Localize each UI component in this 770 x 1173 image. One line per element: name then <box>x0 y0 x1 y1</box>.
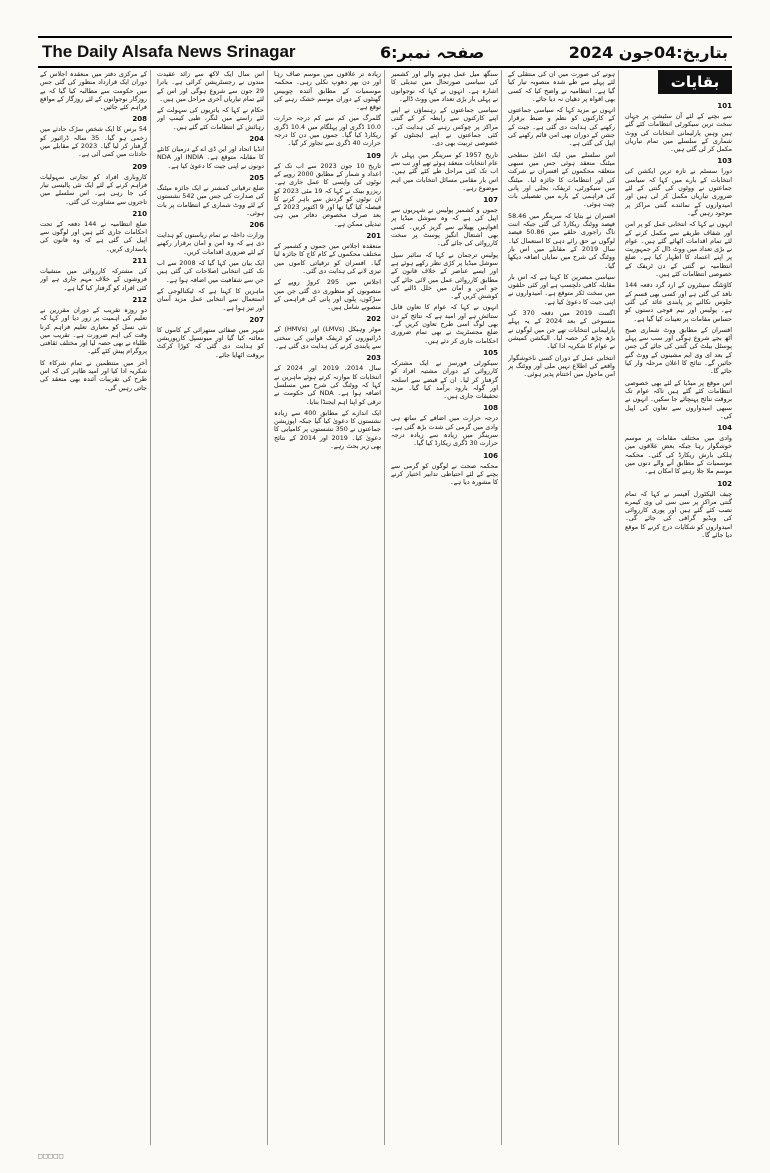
page-number-label: صفحہ نمبر:6 <box>380 42 485 62</box>
article-paragraph: سال 2014، 2019 اور 2024 کے انتخابات کا موازنہ کرتے ہوئے ماہرین نے کہا کہ ووٹنگ کی شرح میں مسلسل اضافہ ہوا ہے۔ NDA کی حکومت نے ترقی کو اپنا اہم ایجنڈا بنایا۔ <box>274 364 381 406</box>
article-number: 206 <box>249 221 264 230</box>
article-paragraph: حکام نے کہا کہ یاتریوں کی سہولت کے لئے راستے میں لنگر، طبی کیمپ اور رہائش کے انتظامات کئے گئے ہیں۔ <box>157 106 264 131</box>
article-paragraph: منعقدہ اجلاس میں جموں و کشمیر کے مختلف محکموں کے کام کاج کا جائزہ لیا گیا۔ افسران کو ترقیاتی کاموں میں تیزی لانے کی ہدایت دی گئی۔ <box>274 242 381 275</box>
article-paragraph: انڈیا اتحاد اور این ڈی اے کے درمیان کانٹے کا مقابلہ متوقع ہے۔ INDIA اور NDA دونوں نے اپنی جیت کا دعویٰ کیا ہے۔ <box>157 145 264 170</box>
column-divider <box>267 70 268 1145</box>
article-paragraph: زیادہ تر علاقوں میں موسم صاف رہا اور دن بھر دھوپ نکلی رہی۔ محکمہ موسمیات کے مطابق آئندہ چوبیس گھنٹوں کے دوران موسم خشک رہنے کی توقع ہے۔ <box>274 70 381 112</box>
article-paragraph: افسران نے بتایا کہ سرینگر میں 58.46 فیصد ووٹنگ ریکارڈ کی گئی جبکہ اننت ناگ راجوری حلقے میں 50.86 فیصد لوگوں نے حق رائے دہی کا استعمال کیا۔ سال 2019 کے مقابلے میں اس بار ووٹنگ کی شرح میں نمایاں اضافہ دیکھا گیا۔ <box>508 211 615 270</box>
column-3 <box>391 70 498 1145</box>
article-paragraph: ضلع ترقیاتی کمشنر نے ایک جائزہ میٹنگ کی صدارت کی جس میں 542 نشستوں کے لئے ووٹ شماری کے انتظامات پر بات ہوئی۔ <box>157 183 264 217</box>
article-paragraph: ماہرین کا کہنا ہے کہ ٹیکنالوجی کے استعمال سے انتخابی عمل مزید آسان اور تیز ہوا ہے۔ <box>157 286 264 312</box>
article-paragraph: اس موقع پر میڈیا کے لئے بھی خصوصی انتظامات کئے گئے ہیں تاکہ عوام تک بروقت نتائج پہنچائے جا سکیں۔ انہوں نے سبھی امیدواروں سے تعاون کی اپیل کی۔ <box>625 378 732 420</box>
article-number: 207 <box>249 315 264 324</box>
article-paragraph: انہوں نے کہا کہ عوام کا تعاون قابل ستائش ہے اور امید ہے کہ نتائج کے دن بھی لوگ اسی طرح تعاون کریں گے۔ ضلع مجسٹریٹ نے بھی تمام ضروری احکامات جاری کر دئے ہیں۔ <box>391 303 498 345</box>
article-paragraph: وزارت داخلہ نے تمام ریاستوں کو ہدایت دی ہے کہ وہ امن و امان برقرار رکھنے کے لئے ضروری اقدامات کریں۔ <box>157 231 264 256</box>
article-paragraph: سیاسی جماعتوں کے رہنماؤں نے اپنے اپنے کارکنوں سے رابطہ کر کے گنتی مراکز پر چوکس رہنے کی ہدایت کی۔ کئی جماعتوں نے اپنے ایجنٹوں کو خصوصی تربیت بھی دی۔ <box>391 106 498 148</box>
article-paragraph: تاریخ 10 جون 2023 سے اب تک کے اعداد و شمار کے مطابق 2000 روپے کے نوٹوں کی واپسی کا عمل جاری ہے۔ ریزرو بینک نے کہا کہ 19 مئی 2023 کو ان نوٹوں کو گردش سے باہر کرنے کا فیصلہ کیا گیا تھا اور 9 اکتوبر 2023 کے بعد صرف مخصوص دفاتر میں ہی تبدیلی ممکن ہے۔ <box>274 161 381 228</box>
article-number: 212 <box>132 295 147 304</box>
column-1 <box>625 98 732 1145</box>
article-number: 209 <box>132 162 147 171</box>
column-5 <box>157 70 264 1145</box>
article-paragraph: 54 برس کا ایک شخص سڑک حادثے میں زخمی ہو گیا۔ 35 سالہ ڈرائیور کو گرفتار کر لیا گیا۔ 2023 کے مقابلے میں حادثات میں کمی آئی ہے۔ <box>40 125 147 159</box>
article-paragraph: پولیس ترجمان نے کہا کہ سائبر سیل سوشل میڈیا پر کڑی نظر رکھے ہوئے ہے اور ایسے عناصر کے خلاف قانون کے مطابق کارروائی عمل میں لائی جائے گی جو امن و امان میں خلل ڈالنے کی کوشش کریں گے۔ <box>391 250 498 301</box>
column-divider <box>618 70 619 1145</box>
date-label: بتاریخ:04جون 2024 <box>568 42 728 62</box>
article-number: 102 <box>717 479 732 488</box>
article-paragraph: دو روزہ تقریب کے دوران مقررین نے تعلیم کی اہمیت پر زور دیا اور کہا کہ نئی نسل کو معیاری تعلیم فراہم کرنا وقت کی اہم ضرورت ہے۔ تقریب میں طلباء نے بھی حصہ لیا اور مختلف ثقافتی پروگرام پیش کئے گئے۔ <box>40 305 147 356</box>
article-number: 202 <box>366 315 381 324</box>
article-paragraph: اس سلسلے میں ایک اعلیٰ سطحی میٹنگ منعقد ہوئی جس میں سبھی متعلقہ محکموں کے افسران نے شرکت کی اور انتظامات کا جائزہ لیا۔ میٹنگ میں سیکورٹی، ٹریفک، بجلی اور پانی کی فراہمی کے بارے میں تفصیلی بات چیت ہوئی۔ <box>508 150 615 209</box>
article-number: 105 <box>483 348 498 357</box>
article-paragraph: محکمہ صحت نے لوگوں کو گرمی سے بچنے کے لئے احتیاطی تدابیر اختیار کرنے کا مشورہ دیا ہے۔ <box>391 461 498 487</box>
article-paragraph: دورا سسٹم نے تازہ ترین ایکشن کی انتخابات کے بارے میں کہا کہ سیاسی جماعتوں نے ووٹوں کی گنتی کے لئے ضروری تیاریاں مکمل کر لی ہیں اور امیدواروں کے نمائندے گنتی مراکز پر موجود رہیں گے۔ <box>625 167 732 217</box>
article-paragraph: جموں و کشمیر پولیس نے شہریوں سے اپیل کی ہے کہ وہ سوشل میڈیا پر افواہیں پھیلانے سے گریز کریں۔ کسی بھی اشتعال انگیز پوسٹ پر سخت کارروائی کی جائے گی۔ <box>391 206 498 248</box>
article-paragraph: ایک اندازے کے مطابق 400 سے زیادہ نشستوں کا دعویٰ کیا گیا جبکہ اپوزیشن جماعتوں نے 350 نشستوں پر کامیابی کا دعویٰ کیا۔ 2019 اور 2014 کے نتائج بھی زیر بحث رہے۔ <box>274 408 381 450</box>
article-paragraph: ایک بیان میں کہا گیا کہ 2008 سے اب تک کئی انتخابی اصلاحات کی گئی ہیں جن سے شفافیت میں اضافہ ہوا ہے۔ <box>157 259 264 284</box>
article-paragraph: کاروباری افراد کو تجارتی سہولیات فراہم کرنے کے لئے ایک نئی پالیسی تیار کی جا رہی ہے۔ اس سلسلے میں تاجروں سے مشاورت کی گئی۔ <box>40 172 147 206</box>
article-paragraph: انہوں نے کہا کہ انتخابی عمل کو پر امن اور شفاف طریقے سے مکمل کرنے کے لئے تمام اقدامات اٹھائے گئے ہیں۔ عوام نے بڑی تعداد میں ووٹ ڈال کر جمہوریت پر اپنے اعتماد کا اظہار کیا ہے۔ ضلع انتظامیہ نے گنتی کے دن ٹریفک کے خصوصی انتظامات کئے ہیں۔ <box>625 220 732 279</box>
article-number: 211 <box>132 257 147 266</box>
article-paragraph: چیف الیکٹورل آفیسر نے کہا کہ تمام گنتی مراکز پر سی سی ٹی وی کیمرے نصب کئے گئے ہیں اور پوری کارروائی کی ویڈیو گرافی کی جائے گی۔ امیدواروں کو شکایات درج کرنے کا موقع دیا جائے گا۔ <box>625 489 732 540</box>
article-paragraph: کے مرکزی دفتر میں منعقدہ اجلاس کے دوران ایک قرارداد منظور کی گئی جس میں حکومت سے مطالبہ کیا گیا کہ بے روزگار نوجوانوں کے لئے روزگار کے مواقع فراہم کئے جائیں۔ <box>40 70 147 112</box>
article-paragraph: اس سال ایک لاکھ سے زائد عقیدت مندوں نے رجسٹریشن کرائی ہے۔ یاترا 29 جون سے شروع ہوگی اور اس کے لئے تمام تیاریاں آخری مراحل میں ہیں۔ <box>157 70 264 103</box>
article-paragraph: تاریخ 1957 کو سرینگر میں پہلی بار عام انتخابات منعقد ہوئے تھے اور تب سے اب تک کئی مراحل طے کئے گئے ہیں۔ اس بار مقامی مسائل انتخابات میں اہم موضوع رہے۔ <box>391 150 498 192</box>
newspaper-title: The Daily Alsafa News Srinagar <box>42 42 296 61</box>
article-number: 108 <box>483 404 498 413</box>
article-paragraph: درجہ حرارت میں اضافے کے ساتھ ہی وادی میں گرمی کی شدت بڑھ گئی ہے۔ سرینگر میں زیادہ سے زیادہ درجہ حرارت 30 ڈگری ریکارڈ کیا گیا۔ <box>391 414 498 448</box>
article-paragraph: اگست 2019 میں دفعہ 370 کی منسوخی کے بعد 2024 کے یہ پہلے پارلیمانی انتخابات تھے جن میں لوگوں نے بڑھ چڑھ کر حصہ لیا۔ الیکشن کمیشن نے عوام کا شکریہ ادا کیا۔ <box>508 309 615 351</box>
article-number: 208 <box>132 115 147 124</box>
article-number: 107 <box>483 196 498 205</box>
article-paragraph: انہوں نے مزید کہا کہ سیاسی جماعتوں کے کارکنوں کو نظم و ضبط برقرار رکھنے کی ہدایت دی گئی ہے۔ جیت کے جشن کے دوران بھی امن قائم رکھنے کی اپیل کی گئی ہے۔ <box>508 106 615 148</box>
article-number: 104 <box>717 424 732 433</box>
article-paragraph: ضلع انتظامیہ نے 144 دفعہ کے تحت احکامات جاری کئے ہیں اور لوگوں سے اپیل کی گئی ہے کہ وہ قانون کی پاسداری کریں۔ <box>40 219 147 253</box>
article-number: 210 <box>132 209 147 218</box>
article-paragraph: موٹر وہیکل (LMVs) اور (HMVs) کے ڈرائیوروں کو ٹریفک قوانین کی سختی سے پابندی کرنے کی ہدایت دی گئی ہے۔ <box>274 325 381 351</box>
article-paragraph: گلمرگ میں کم سے کم درجہ حرارت 10.0 ڈگری اور پہلگام میں 10.4 ڈگری ریکارڈ کیا گیا۔ جموں میں دن کا درجہ حرارت 40 ڈگری سے تجاوز کر گیا۔ <box>274 114 381 148</box>
article-paragraph: کاؤنٹنگ سینٹروں کے ارد گرد دفعہ 144 نافذ کی گئی ہے اور کسی بھی قسم کے جلوس نکالنے پر پابندی عائد کی گئی ہے۔ پولیس اور نیم فوجی دستوں کو حساس مقامات پر تعینات کیا گیا ہے۔ <box>625 281 732 323</box>
article-number: 205 <box>249 173 264 182</box>
article-number: 203 <box>366 354 381 363</box>
column-divider <box>384 70 385 1145</box>
article-paragraph: ہونے کی صورت میں ان کی منتقلی کے لئے پہلے سے طے شدہ منصوبہ تیار کیا گیا ہے۔ انتظامیہ نے واضح کیا کہ کسی بھی افواہ پر دھیان نہ دیا جائے۔ <box>508 70 615 103</box>
column-6 <box>40 70 147 1145</box>
section-tag-baqiyat: بقایات <box>658 70 732 94</box>
article-paragraph: وادی میں مختلف مقامات پر موسم خوشگوار رہا جبکہ بعض علاقوں میں ہلکی بارش ریکارڈ کی گئی۔ محکمہ موسمیات کے مطابق آنے والے دنوں میں موسم ملا جلا رہنے کا امکان ہے۔ <box>625 434 732 476</box>
article-paragraph: سیکورٹی فورسز نے ایک مشترکہ کارروائی کے دوران مشتبہ افراد کو گرفتار کر لیا۔ ان کے قبضے سے اسلحہ اور گولہ بارود برآمد کیا گیا۔ مزید تحقیقات جاری ہیں۔ <box>391 358 498 401</box>
article-number: 106 <box>483 451 498 460</box>
article-paragraph: سے بچنے کے لئے آن سٹیشن پر جہاں سخت ترین سیکورٹی انتظامات کئے گئے ہیں وہیں پارلیمانی انتخابات کی ووٹ شماری کے سلسلے میں تمام تیاریاں مکمل کر لی گئی ہیں۔ <box>625 112 732 154</box>
column-4 <box>274 70 381 1145</box>
article-paragraph: اجلاس میں 295 کروڑ روپے کے منصوبوں کو منظوری دی گئی جن میں سڑکوں، پلوں اور پانی کی فراہمی کے منصوبے شامل ہیں۔ <box>274 278 381 312</box>
article-paragraph: آخر میں منتظمین نے تمام شرکاء کا شکریہ ادا کیا اور امید ظاہر کی کہ اس طرح کی تقریبات آئندہ بھی منعقد کی جاتی رہیں گی۔ <box>40 358 147 392</box>
article-number: 201 <box>366 232 381 241</box>
article-paragraph: سیاسی مبصرین کا کہنا ہے کہ اس بار مقابلہ کافی دلچسپ ہے اور کئی حلقوں میں سخت ٹکر متوقع ہے۔ امیدواروں نے اپنی جیت کا دعویٰ کیا ہے۔ <box>508 272 615 306</box>
article-number: 103 <box>717 157 732 166</box>
article-paragraph: افسران کے مطابق ووٹ شماری صبح آٹھ بجے شروع ہوگی اور سب سے پہلے پوسٹل بیلٹ کی گنتی کی جائے گی جس کے بعد ای وی ایم مشینوں کے ووٹ گنے جائیں گے۔ نتائج کا اعلان مرحلہ وار کیا جائے گا۔ <box>625 325 732 376</box>
column-divider <box>501 70 502 1145</box>
article-paragraph: کی مشترکہ کارروائی میں منشیات فروشوں کے خلاف مہم جاری ہے اور کئی افراد کو گرفتار کیا گیا ہے۔ <box>40 267 147 292</box>
article-paragraph: سنگھ میل عمل ہونے والے اور کشمیر کی سیاسی صورتحال میں تبدیلی کا اشارہ ہے۔ انہوں نے کہا کہ نوجوانوں نے پہلی بار بڑی تعداد میں ووٹ ڈالے۔ <box>391 70 498 103</box>
article-paragraph: شہر میں صفائی ستھرائی کے کاموں کا معائنہ کیا گیا اور میونسپل کارپوریشن کو ہدایت دی گئی کہ کوڑا کرکٹ بروقت اٹھایا جائے۔ <box>157 325 264 359</box>
article-paragraph: انتخابی عمل کے دوران کسی ناخوشگوار واقعے کی اطلاع نہیں ملی اور ووٹنگ پر امن ماحول میں اختتام پذیر ہوئی۔ <box>508 353 615 379</box>
article-number: 204 <box>249 135 264 144</box>
page-header <box>38 36 732 68</box>
column-2 <box>508 70 615 1145</box>
footer-code: □□□□□ <box>38 1152 65 1160</box>
article-number: 101 <box>717 102 732 110</box>
column-divider <box>150 70 151 1145</box>
article-number: 109 <box>366 151 381 160</box>
